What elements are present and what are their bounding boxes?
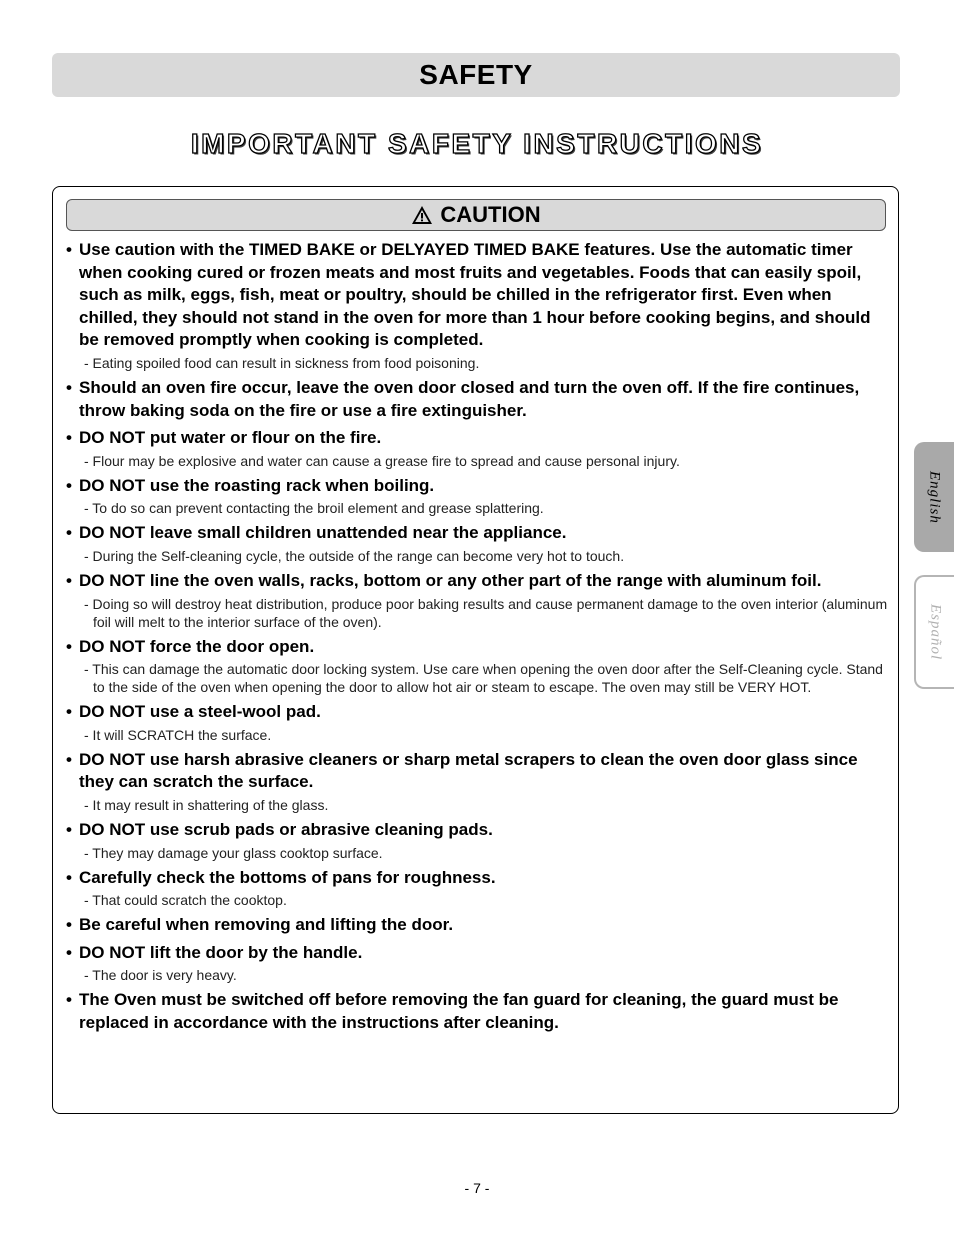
instruction-main-text: DO NOT force the door open. [79, 636, 315, 656]
list-item [66, 475, 888, 518]
warning-triangle-icon [411, 205, 433, 225]
instruction-note: - It will SCRATCH the surface. [84, 726, 272, 743]
instruction-text [66, 914, 888, 937]
page-subtitle: IMPORTANT SAFETY INSTRUCTIONS [190, 128, 764, 159]
instruction-note: - This can damage the automatic door locking system. Use care when opening the oven door after the Self-Cleaning cycle. Stand to the side of the oven when opening the door to allow hot air or steam to escape. The oven may still be VERY HOT. [84, 661, 883, 696]
caution-label: CAUTION [440, 202, 541, 227]
instruction-note: - During the Self-cleaning cycle, the outside of the range can become very hot to touch. [84, 547, 625, 564]
list-item [66, 989, 888, 1034]
instruction-text [66, 819, 888, 842]
bullet: • [66, 636, 72, 656]
instruction-main-text: DO NOT leave small children unattended near the appliance. [79, 523, 567, 543]
instruction-note: - Flour may be explosive and water can cause a grease fire to spread and cause personal injury. [84, 452, 680, 469]
instruction-note: - That could scratch the cooktop. [84, 892, 287, 909]
bullet: • [66, 942, 72, 962]
bullet: • [66, 702, 72, 722]
instruction-main-text: Carefully check the bottoms of pans for roughness. [79, 867, 496, 887]
caution-box [52, 186, 899, 1114]
bullet: • [66, 819, 72, 839]
instruction-text [66, 701, 888, 724]
instruction-main-text: DO NOT lift the door by the handle. [79, 942, 363, 962]
bullet: • [66, 915, 72, 935]
list-item [66, 749, 888, 814]
instruction-main-text: DO NOT use harsh abrasive cleaners or sharp metal scrapers to clean the oven door glass since they can scratch the surface. [79, 749, 858, 792]
list-item [66, 914, 888, 937]
list-item [66, 377, 888, 422]
instruction-list [66, 239, 888, 1039]
list-item [66, 819, 888, 862]
caution-banner [66, 199, 886, 231]
instruction-note: - It may result in shattering of the glass. [84, 796, 329, 813]
bullet: • [66, 240, 72, 259]
instruction-text [66, 867, 888, 890]
instruction-note: - The door is very heavy. [84, 967, 237, 984]
bullet: • [66, 570, 72, 590]
section-header [52, 53, 900, 97]
bullet: • [66, 428, 72, 448]
instruction-text [66, 377, 888, 422]
instruction-note: - They may damage your glass cooktop surface. [84, 844, 383, 861]
list-item [66, 570, 888, 631]
instruction-main-text: DO NOT line the oven walls, racks, bottom or any other part of the range with aluminum foil. [79, 570, 822, 590]
bullet: • [66, 867, 72, 887]
instruction-main-text: Be careful when removing and lifting the door. [79, 915, 454, 935]
instruction-text [66, 522, 888, 545]
instruction-main-text: Should an oven fire occur, leave the oven door closed and turn the oven off. If the fire continues, throw baking soda on the fire or use a fire extinguisher. [79, 377, 860, 420]
bullet: • [66, 475, 72, 495]
list-item [66, 701, 888, 744]
instruction-main-text: DO NOT use the roasting rack when boiling. [79, 475, 435, 495]
bullet: • [66, 523, 72, 543]
list-item [66, 427, 888, 470]
list-item [66, 867, 888, 910]
list-item [66, 239, 888, 372]
instruction-text [66, 942, 888, 965]
tab-english[interactable] [914, 442, 954, 552]
instruction-text [66, 749, 888, 794]
tab-espanol[interactable] [914, 575, 954, 689]
instruction-text [66, 427, 888, 450]
instruction-main-text: The Oven must be switched off before removing the fan guard for cleaning, the guard must be replaced in accordance with the instructions after cleaning. [79, 990, 839, 1032]
tab-english-label: English [926, 470, 943, 524]
list-item [66, 942, 888, 985]
instruction-note: - To do so can prevent contacting the broil element and grease splattering. [84, 500, 544, 517]
page-number: - 7 - [464, 1180, 490, 1196]
list-item [66, 522, 888, 565]
instruction-main-text: DO NOT use a steel-wool pad. [79, 702, 321, 722]
list-item [66, 636, 888, 697]
instruction-text [66, 989, 888, 1034]
instruction-main-text: DO NOT put water or flour on the fire. [79, 428, 382, 448]
instruction-text [66, 239, 888, 352]
instruction-text [66, 636, 888, 659]
section-title: SAFETY [419, 59, 533, 90]
instruction-main-text: DO NOT use scrub pads or abrasive cleaning pads. [79, 819, 493, 839]
bullet: • [66, 749, 72, 769]
tab-espanol-label: Español [927, 603, 944, 661]
instruction-note: - Doing so will destroy heat distribution, produce poor baking results and cause permanent damage to the oven interior (aluminum foil will melt to the interior surface of the oven). [84, 595, 888, 630]
instruction-text [66, 475, 888, 498]
instruction-text [66, 570, 888, 593]
bullet: • [66, 990, 72, 1010]
instruction-note: - Eating spoiled food can result in sickness from food poisoning. [84, 354, 480, 371]
instruction-main-text: Use caution with the TIMED BAKE or DELYAYED TIMED BAKE features. Use the automatic timer when cooking cured or frozen meats and most fruits and vegetables. Foods that can easily spoil, such as milk, eggs, fish, meat or poultry, should be chilled in the refrigerator first. Even when chilled, they should not stand in the oven for more than 1 hour before cooking begins, and should be removed promptly when cooking is completed. [79, 240, 871, 350]
bullet: • [66, 377, 72, 397]
